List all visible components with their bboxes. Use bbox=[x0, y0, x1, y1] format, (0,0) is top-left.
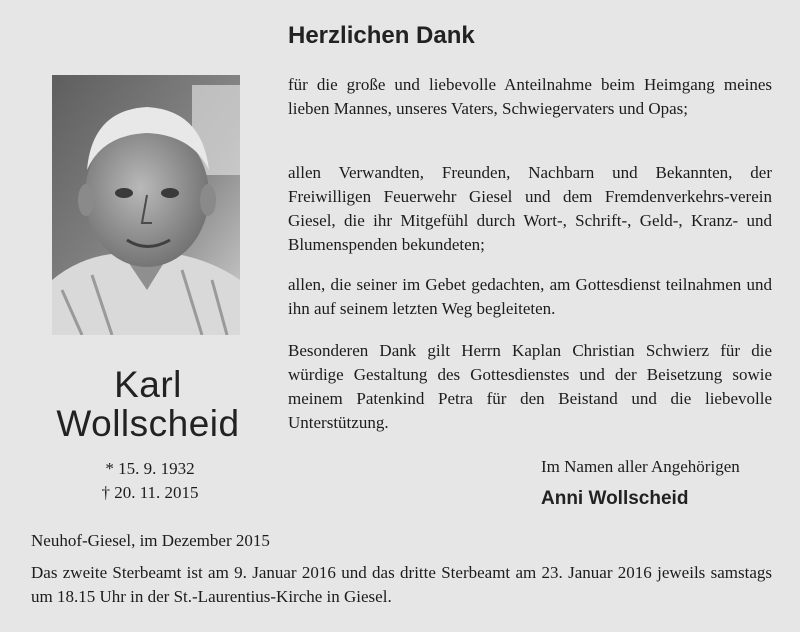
signature-intro: Im Namen aller Angehörigen bbox=[541, 457, 740, 476]
place-date: Neuhof-Giesel, im Dezember 2015 bbox=[31, 531, 270, 550]
death-date: † 20. 11. 2015 bbox=[101, 483, 199, 502]
thanks-paragraph-4: Besonderen Dank gilt Herrn Kaplan Christian Schwierz für die würdige Gestaltung des Gottesdienstes und der Beisetzung sowie meinem Patenkind Petra für den Beistand und die liebevolle Unterstützung. bbox=[288, 341, 772, 432]
deceased-first-name: Karl bbox=[114, 364, 182, 405]
birth-date: * 15. 9. 1932 bbox=[105, 459, 195, 478]
deceased-last-name: Wollscheid bbox=[56, 403, 240, 444]
signature-name: Anni Wollscheid bbox=[541, 488, 689, 509]
memorial-mass-note: Das zweite Sterbeamt ist am 9. Januar 2016 und das dritte Sterbeamt am 23. Januar 2016 jeweils samstags um 18.15 Uhr in der St.-Laurentius-Kirche in Giesel. bbox=[31, 563, 772, 606]
portrait-illustration bbox=[52, 75, 240, 335]
notice-title: Herzlichen Dank bbox=[288, 22, 475, 49]
thanks-paragraph-1: für die große und liebevolle Anteilnahme beim Heimgang meines lieben Mannes, unseres Vaters, Schwiegervaters und Opas; bbox=[288, 75, 772, 118]
thanks-paragraph-3: allen, die seiner im Gebet gedachten, am Gottesdienst teilnahmen und ihn auf seinem letzten Weg begleiteten. bbox=[288, 275, 772, 318]
thanks-paragraph-2: allen Verwandten, Freunden, Nachbarn und Bekannten, der Freiwilligen Feuerwehr Giesel und dem Fremdenverkehrs-verein Giesel, die ihr Mitgefühl durch Wort-, Schrift-, Geld-, Kranz- und Blumenspenden bekundeten; bbox=[288, 163, 772, 254]
portrait-photo bbox=[52, 75, 240, 335]
